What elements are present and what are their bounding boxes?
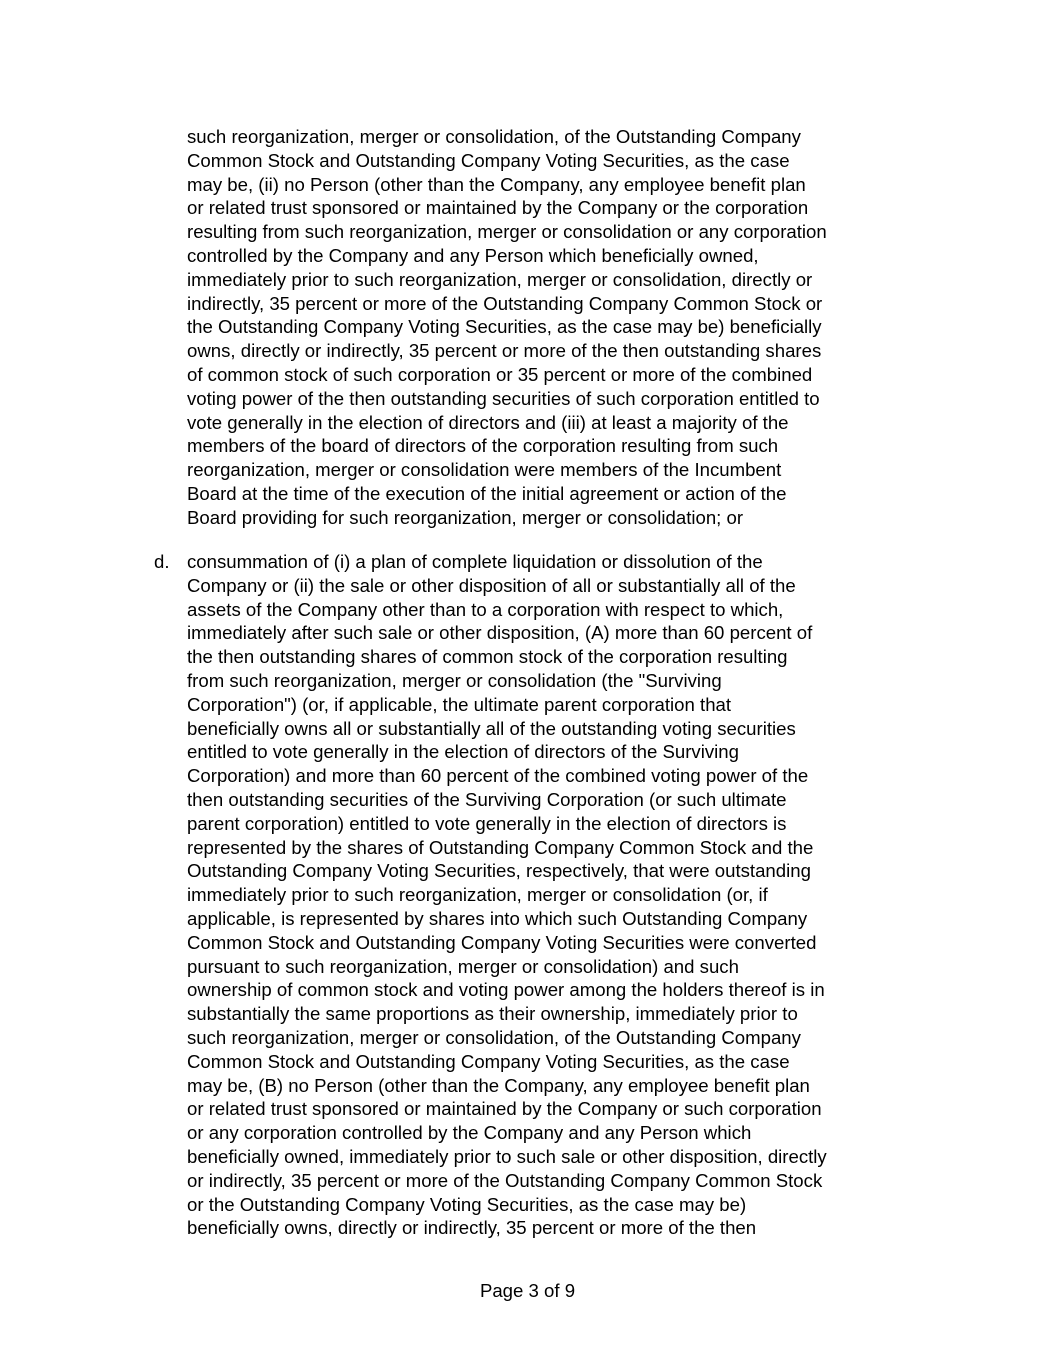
- text-line: then outstanding securities of the Surviving Corporation (or such ultimate: [187, 788, 787, 810]
- paragraph-d: [154, 550, 907, 1240]
- text-line: reorganization, merger or consolidation were members of the Incumbent: [187, 459, 782, 481]
- text-line: such reorganization, merger or consolidation, of the Outstanding Company: [187, 1026, 801, 1048]
- text-line: the then outstanding shares of common stock of the corporation resulting: [187, 646, 788, 668]
- text-line: beneficially owns, directly or indirectly, 35 percent or more of the then: [187, 1217, 757, 1239]
- text-line: Corporation) and more than 60 percent of the combined voting power of the: [187, 765, 809, 787]
- text-line: members of the board of directors of the corporation resulting from such: [187, 435, 779, 457]
- text-line: vote generally in the election of directors and (iii) at least a majority of the: [187, 411, 789, 433]
- text-line: assets of the Company other than to a corporation with respect to which,: [187, 598, 784, 620]
- text-line: owns, directly or indirectly, 35 percent or more of the then outstanding shares: [187, 340, 822, 362]
- text-line: resulting from such reorganization, merger or consolidation or any corporation: [187, 221, 827, 243]
- text-line: ownership of common stock and voting power among the holders thereof is in: [187, 979, 825, 1001]
- text-line: may be, (ii) no Person (other than the Company, any employee benefit plan: [187, 173, 806, 195]
- text-line: controlled by the Company and any Person which beneficially owned,: [187, 244, 759, 266]
- text-line: pursuant to such reorganization, merger or consolidation) and such: [187, 955, 739, 977]
- text-line: Common Stock and Outstanding Company Voting Securities, as the case: [187, 1050, 790, 1072]
- text-line: entitled to vote generally in the election of directors of the Surviving: [187, 741, 739, 763]
- list-marker-d: d.: [154, 551, 170, 572]
- text-line: parent corporation) entitled to vote generally in the election of directors is: [187, 812, 787, 834]
- text-line: substantially the same proportions as their ownership, immediately prior to: [187, 1003, 798, 1025]
- text-line: the Outstanding Company Voting Securities, as the case may be) beneficially: [187, 316, 822, 338]
- text-line: consummation of (i) a plan of complete liquidation or dissolution of the: [187, 551, 763, 572]
- text-line: immediately after such sale or other disposition, (A) more than 60 percent of: [187, 622, 813, 644]
- text-line: Company or (ii) the sale or other disposition of all or substantially all of the: [187, 574, 796, 596]
- text-line: immediately prior to such reorganization, merger or consolidation (or, if: [187, 884, 768, 906]
- text-line: Corporation") (or, if applicable, the ultimate parent corporation that: [187, 693, 732, 715]
- text-line: Board at the time of the execution of the initial agreement or action of the: [187, 482, 787, 504]
- text-line: or any corporation controlled by the Company and any Person which: [187, 1122, 752, 1144]
- text-line: voting power of the then outstanding securities of such corporation entitled to: [187, 387, 820, 409]
- text-line: beneficially owned, immediately prior to such sale or other disposition, directly: [187, 1145, 827, 1167]
- text-line: or indirectly, 35 percent or more of the Outstanding Company Common Stock: [187, 1169, 823, 1191]
- text-line: immediately prior to such reorganization, merger or consolidation, directly or: [187, 268, 813, 290]
- text-line: Common Stock and Outstanding Company Voting Securities were converted: [187, 931, 817, 953]
- text-line: or the Outstanding Company Voting Securities, as the case may be): [187, 1193, 747, 1215]
- text-line: or related trust sponsored or maintained by the Company or such corporation: [187, 1098, 822, 1120]
- text-line: Common Stock and Outstanding Company Voting Securities, as the case: [187, 149, 790, 171]
- paragraph-c-continuation: [187, 125, 907, 530]
- text-line: indirectly, 35 percent or more of the Outstanding Company Common Stock or: [187, 292, 823, 314]
- text-line: may be, (B) no Person (other than the Company, any employee benefit plan: [187, 1074, 810, 1096]
- text-line: represented by the shares of Outstanding Company Common Stock and the: [187, 836, 814, 858]
- text-line: Board providing for such reorganization, merger or consolidation; or: [187, 506, 744, 528]
- text-line: such reorganization, merger or consolidation, of the Outstanding Company: [187, 126, 801, 147]
- text-line: applicable, is represented by shares into which such Outstanding Company: [187, 907, 808, 929]
- text-line: of common stock of such corporation or 35 percent or more of the combined: [187, 363, 813, 385]
- page-number: Page 3 of 9: [479, 1280, 576, 1301]
- text-line: beneficially owns all or substantially all of the outstanding voting securities: [187, 717, 796, 739]
- text-line: or related trust sponsored or maintained by the Company or the corporation: [187, 197, 809, 219]
- text-line: Outstanding Company Voting Securities, respectively, that were outstanding: [187, 860, 811, 882]
- text-line: from such reorganization, merger or consolidation (the "Surviving: [187, 669, 722, 691]
